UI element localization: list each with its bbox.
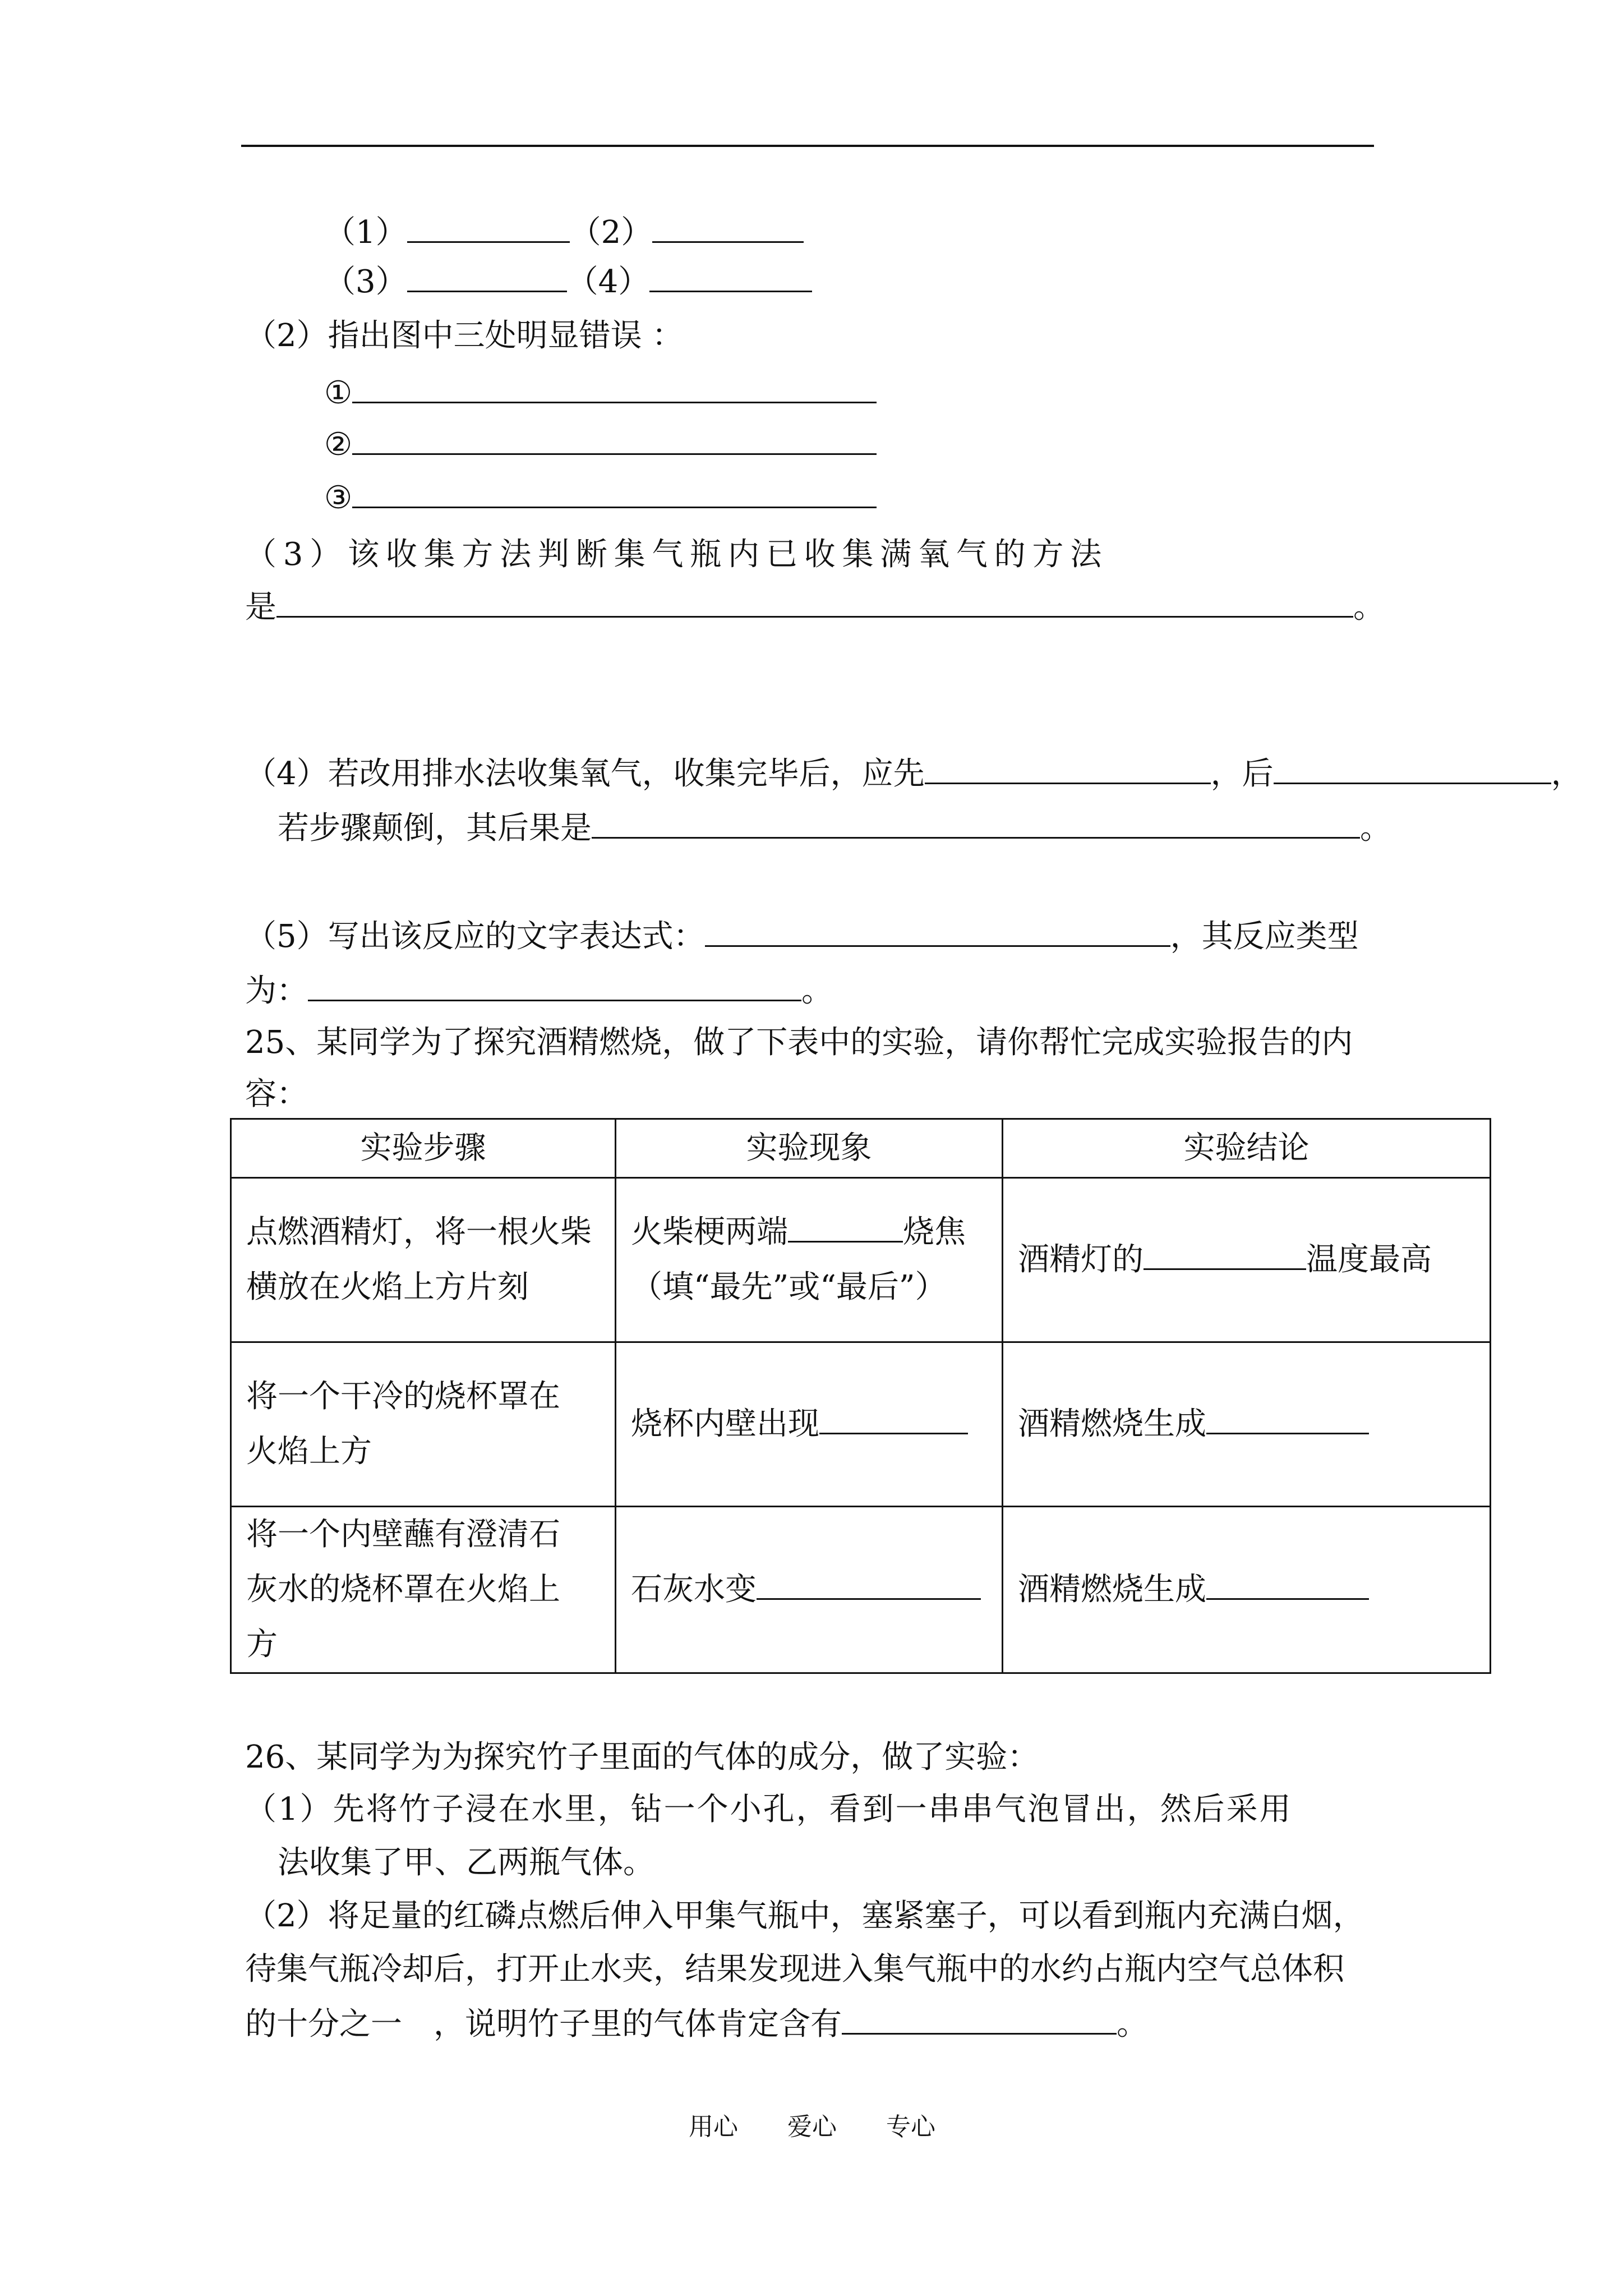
q24-error-2-blank[interactable]: [352, 425, 877, 455]
q24-error-2-marker: ②: [324, 426, 353, 463]
step-text: 横放在火焰上方片刻: [246, 1269, 529, 1305]
q24-error-1: [324, 374, 877, 412]
q24-part4-blank-after[interactable]: [1274, 754, 1551, 784]
step-text: 灰水的烧杯罩在火焰上: [246, 1571, 560, 1608]
phenomenon-text: 石灰水变: [631, 1571, 757, 1608]
conclusion-text: 温度最高: [1306, 1241, 1432, 1278]
q24-part5-row2: [245, 972, 833, 1010]
q24-part1-row1: [324, 213, 804, 251]
conclusion-blank[interactable]: [1144, 1240, 1306, 1270]
period: 。: [801, 973, 833, 1009]
q26-p2-c: 的十分之一 ，说明竹子里的气体肯定含有: [245, 2006, 842, 2042]
q24-part4-blank-consequence[interactable]: [592, 809, 1360, 839]
q24-item-3-blank[interactable]: [407, 263, 567, 292]
table-header-row: [231, 1119, 1491, 1178]
q24-part2-label: （2）指出图中三处明显错误 ：: [245, 318, 684, 354]
conclusion-text: 酒精燃烧生成: [1018, 1571, 1206, 1608]
experiment-report-table: [230, 1118, 1491, 1674]
q24-part5-row1: [245, 917, 1359, 955]
q24-item-2-label: （2）: [569, 214, 653, 251]
phenomenon-cell: [616, 1342, 1003, 1507]
q24-item-1-label: （1）: [324, 214, 407, 251]
footer-text-3: 专心: [886, 2113, 935, 2141]
phenomenon-blank[interactable]: [757, 1570, 981, 1600]
q24-error-3-marker: ③: [324, 480, 353, 516]
phenomenon-note: （填“最先”或“最后”）: [631, 1269, 947, 1305]
q26-p2-a: （2）将足量的红磷点燃后伸入甲集气瓶中，塞紧塞子，可以看到瓶内充满白烟，: [245, 1898, 1364, 1934]
q24-error-1-marker: ①: [324, 375, 353, 411]
q24-part5-text-a: （5）写出该反应的文字表达式：: [245, 918, 705, 955]
q26-p2-c-row: [245, 2005, 1148, 2043]
header-conclusion: 实验结论: [1003, 1119, 1491, 1178]
q24-error-2: [324, 425, 877, 463]
q24-item-4-blank[interactable]: [649, 263, 812, 292]
period: 。: [1353, 589, 1385, 625]
q24-part4-row2: [278, 809, 1391, 847]
q24-item-1-blank[interactable]: [407, 213, 570, 243]
q26-answer-blank[interactable]: [842, 2005, 1117, 2035]
q24-part3-cont: 是: [245, 589, 276, 625]
comma: ，: [1551, 756, 1583, 792]
step-text: 将一个内壁蘸有澄清石: [246, 1516, 560, 1553]
table-row: [231, 1342, 1491, 1507]
phenomenon-cell: [616, 1178, 1003, 1342]
q24-part4-text-c: 若步骤颠倒，其后果是: [278, 810, 592, 846]
conclusion-blank[interactable]: [1206, 1405, 1369, 1434]
step-text: 火焰上方: [246, 1433, 372, 1470]
conclusion-cell: [1003, 1507, 1491, 1673]
q24-part4-row1: [245, 754, 1583, 793]
footer-text-1: 用心: [689, 2113, 738, 2141]
step-text: 方: [246, 1626, 278, 1663]
phenomenon-text: 烧焦: [903, 1214, 966, 1250]
phenomenon-blank[interactable]: [819, 1405, 968, 1434]
q24-part4-blank-first[interactable]: [925, 754, 1211, 784]
period: 。: [1117, 2006, 1148, 2042]
phenomenon-text: 火柴梗两端: [631, 1214, 788, 1250]
phenomenon-line: [631, 1205, 987, 1260]
step-cell: [231, 1507, 616, 1673]
conclusion-cell: [1003, 1342, 1491, 1507]
q24-item-3-label: （3）: [324, 264, 407, 300]
conclusion-cell: [1003, 1178, 1491, 1342]
q24-error-3-blank[interactable]: [352, 478, 877, 508]
q24-part3-blank[interactable]: [276, 588, 1353, 618]
header-rule: [241, 145, 1374, 147]
q26-p2-b: 待集气瓶冷却后，打开止水夹，结果发现进入集气瓶中的水约占瓶内空气总体积: [245, 1951, 1344, 1987]
conclusion-text: 酒精燃烧生成: [1018, 1406, 1206, 1442]
q24-part3-label: （ 3 ） 该 收 集 方 法 判 断 集 气 瓶 内 已 收 集 满 氧 气 的 方 法: [245, 536, 1102, 573]
q24-part5-blank-type[interactable]: [308, 972, 801, 1001]
q24-part1-row2: [324, 263, 812, 301]
conclusion-text: 酒精灯的: [1018, 1241, 1144, 1278]
phenomenon-text: 烧杯内壁出现: [631, 1406, 819, 1442]
q26-p1-b: 法收集了甲、乙两瓶气体。: [278, 1844, 654, 1881]
step-cell: [231, 1178, 616, 1342]
step-text: 点燃酒精灯，将一根火柴: [246, 1214, 592, 1250]
footer-text-2: 爱心: [787, 2113, 837, 2141]
q24-item-4-label: （4）: [566, 264, 650, 300]
q24-part4-text-b: ，后: [1210, 756, 1274, 792]
period: 。: [1360, 810, 1391, 846]
q24-part3-answer: [245, 588, 1385, 626]
q25-intro-1: 25、某同学为了探究酒精燃烧，做了下表中的实验，请你帮忙完成实验报告的内: [245, 1024, 1353, 1061]
table-row: [231, 1507, 1491, 1673]
conclusion-blank[interactable]: [1206, 1570, 1369, 1600]
header-step: 实验步骤: [231, 1119, 616, 1178]
header-phenomenon: 实验现象: [616, 1119, 1003, 1178]
q24-part5-text-b: ，其反应类型: [1170, 918, 1359, 955]
q26-p1-a: （1）先将竹子浸在水里，钻一个小孔，看到一串串气泡冒出，然后采用: [245, 1791, 1293, 1828]
phenomenon-cell: [616, 1507, 1003, 1673]
phenomenon-blank[interactable]: [788, 1213, 903, 1243]
step-cell: [231, 1342, 616, 1507]
q24-error-3: [324, 478, 877, 517]
q24-item-2-blank[interactable]: [652, 213, 804, 243]
q26-intro: 26、某同学为为探究竹子里面的气体的成分，做了实验：: [245, 1739, 1039, 1775]
q24-part5-blank-expression[interactable]: [705, 917, 1170, 947]
table-row: [231, 1178, 1491, 1342]
q24-part5-text-c: 为：: [245, 973, 308, 1009]
step-text: 将一个干冷的烧杯罩在: [246, 1378, 560, 1415]
q24-part4-text-a: （4）若改用排水法收集氧气，收集完毕后，应先: [245, 756, 925, 792]
q24-error-1-blank[interactable]: [352, 374, 877, 403]
q25-intro-2: 容：: [245, 1076, 308, 1112]
